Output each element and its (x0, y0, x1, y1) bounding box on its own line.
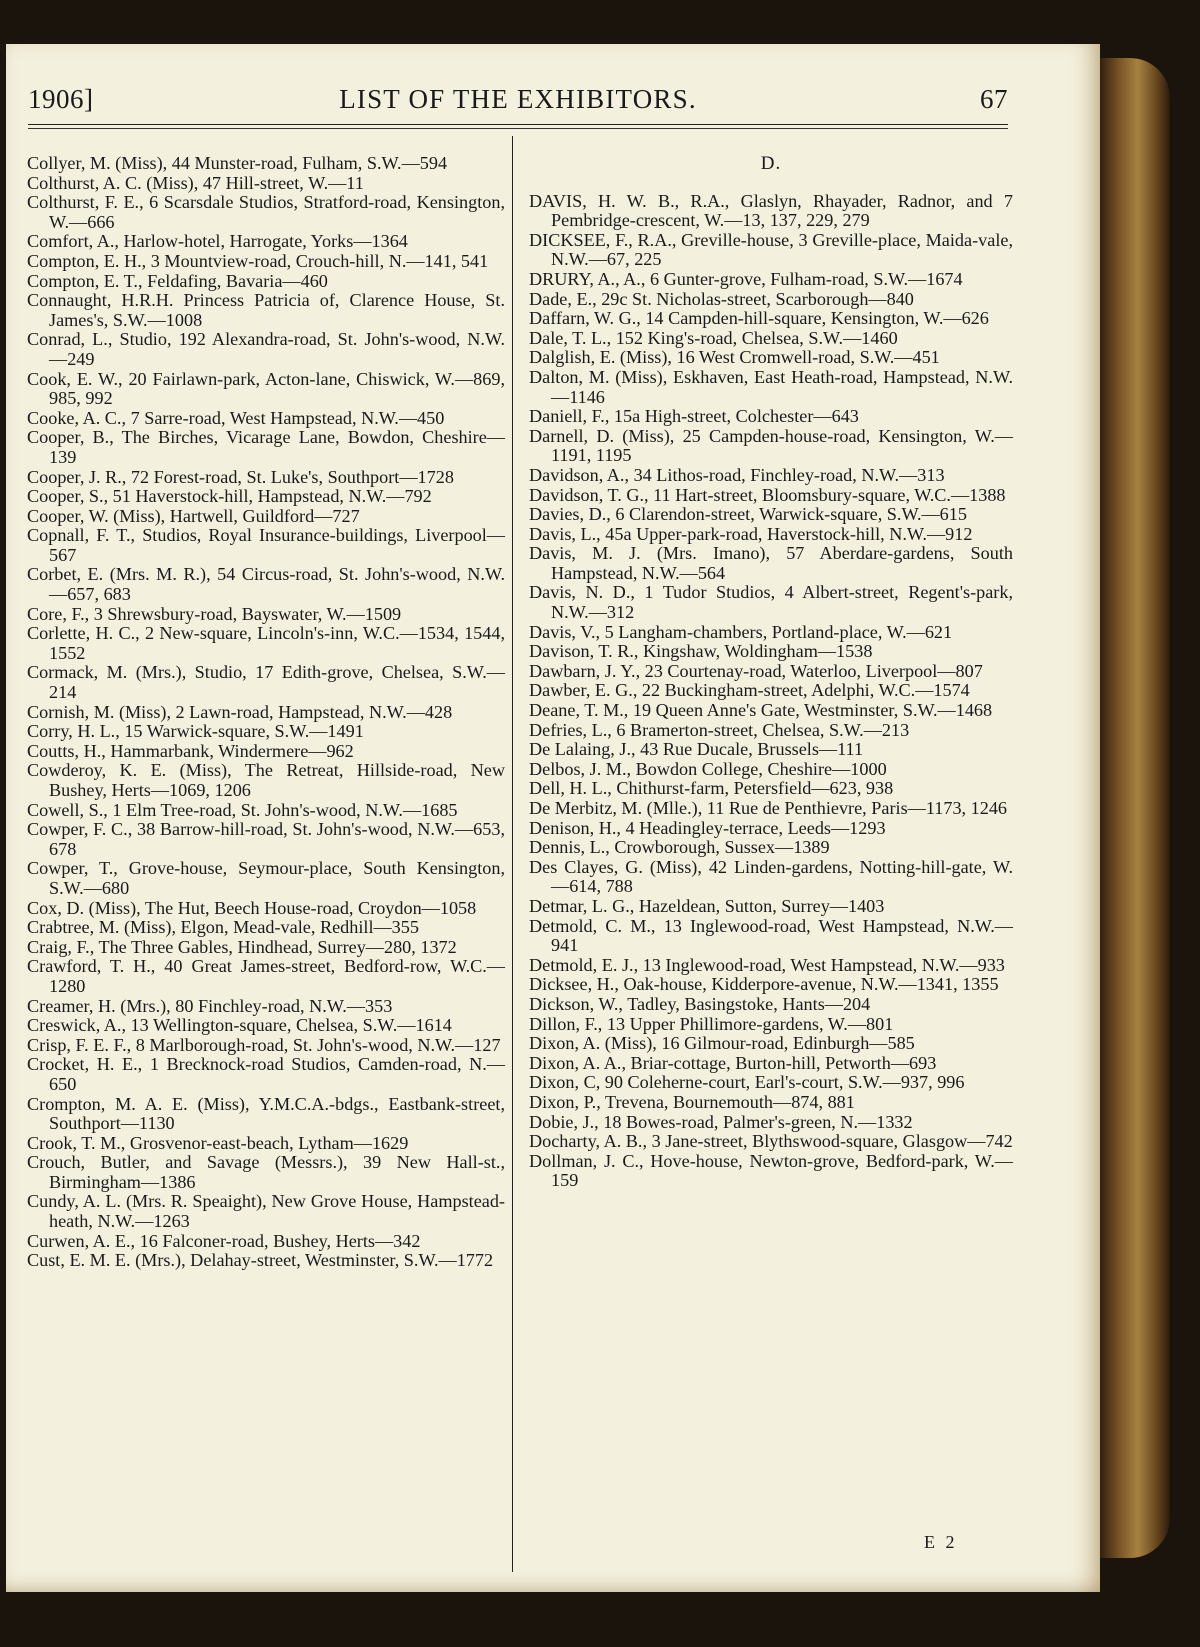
exhibitor-entry: Colthurst, F. E., 6 Scarsdale Studios, Stratford-road, Kensington, W.—666 (27, 192, 505, 232)
exhibitor-entry: Detmold, E. J., 13 Inglewood-road, West Hampstead, N.W.—933 (529, 954, 1005, 975)
exhibitor-entry: Cundy, A. L. (Mrs. R. Speaight), New Grove House, Hampstead-heath, N.W.—1263 (27, 1191, 505, 1232)
exhibitor-entry: Davis, N. D., 1 Tudor Studios, 4 Albert-street, Regent's-park, N.W.—312 (529, 582, 1013, 623)
exhibitor-entry: Dawber, E. G., 22 Buckingham-street, Adelphi, W.C.—1574 (529, 680, 970, 701)
exhibitor-entry: Davidson, A., 34 Lithos-road, Finchley-road, N.W.—313 (529, 464, 945, 485)
exhibitor-entry: Cowper, F. C., 38 Barrow-hill-road, St. John's-wood, N.W.—653, 678 (27, 819, 505, 859)
exhibitor-entry: Crabtree, M. (Miss), Elgon, Mead-vale, Redhill—355 (27, 917, 419, 938)
exhibitor-entry: Cowper, T., Grove-house, Seymour-place, South Kensington, S.W.—680 (27, 858, 505, 898)
column-divider (512, 136, 513, 1572)
exhibitor-entry: Docharty, A. B., 3 Jane-street, Blythswood-square, Glasgow—742 (529, 1131, 1013, 1152)
exhibitor-entry: Compton, E. H., 3 Mountview-road, Crouch-hill, N.—141, 541 (27, 250, 489, 271)
header-rule-thin (28, 128, 1008, 129)
exhibitor-entry: Crawford, T. H., 40 Great James-street, Bedford-row, W.C.—1280 (27, 956, 505, 996)
exhibitor-entry: Cooper, W. (Miss), Hartwell, Guildford—727 (27, 505, 360, 526)
exhibitor-entry: Coutts, H., Hammarbank, Windermere—962 (27, 740, 354, 761)
exhibitor-entry: De Lalaing, J., 43 Rue Ducale, Brussels—111 (529, 739, 864, 760)
exhibitor-entry: Dobie, J., 18 Bowes-road, Palmer's-green, N.—1332 (529, 1111, 913, 1132)
book-edge (1098, 58, 1170, 1558)
exhibitor-entry: De Merbitz, M. (Mlle.), 11 Rue de Penthievre, Paris—1173, 1246 (529, 798, 1008, 818)
section-heading: D. (760, 153, 782, 174)
exhibitor-entry: Copnall, F. T., Studios, Royal Insurance-buildings, Liverpool—567 (27, 525, 505, 565)
exhibitor-entry: Dalglish, E. (Miss), 16 West Cromwell-road, S.W.—451 (529, 347, 940, 368)
exhibitor-entry: Craig, F., The Three Gables, Hindhead, Surrey—280, 1372 (27, 936, 457, 957)
exhibitor-entry: Cooper, B., The Birches, Vicarage Lane, Bowdon, Cheshire—139 (27, 427, 505, 467)
exhibitor-entry: Comfort, A., Harlow-hotel, Harrogate, Yorks—1364 (27, 231, 408, 252)
exhibitor-entry: Darnell, D. (Miss), 25 Campden-house-road, Kensington, W.—1191, 1195 (529, 425, 1013, 466)
exhibitor-entry: Cormack, M. (Mrs.), Studio, 17 Edith-grove, Chelsea, S.W.—214 (27, 662, 505, 703)
right-entries (529, 192, 1013, 1191)
exhibitor-entry: Denison, H., 4 Headingley-terrace, Leeds—1293 (529, 817, 886, 838)
page-number: 67 (980, 84, 1008, 114)
exhibitor-entry: Crook, T. M., Grosvenor-east-beach, Lytham—1629 (27, 1132, 409, 1153)
exhibitor-entry: Dennis, L., Crowborough, Sussex—1389 (529, 837, 830, 858)
exhibitor-entry: Compton, E. T., Feldafing, Bavaria—460 (27, 270, 328, 291)
exhibitor-entry: Collyer, M. (Miss), 44 Munster-road, Fulham, S.W.—594 (27, 153, 448, 173)
header-year: 1906] (28, 84, 94, 114)
exhibitor-entry: Dixon, C, 90 Coleherne-court, Earl's-court, S.W.—937, 996 (529, 1072, 965, 1093)
exhibitor-entry: Curwen, A. E., 16 Falconer-road, Bushey, Herts—342 (27, 1230, 421, 1251)
exhibitor-entry: Davies, D., 6 Clarendon-street, Warwick-square, S.W.—615 (529, 504, 967, 525)
right-column (529, 154, 1013, 1191)
exhibitor-entry: Cornish, M. (Miss), 2 Lawn-road, Hampstead, N.W.—428 (27, 701, 453, 722)
exhibitor-entry: Crocket, H. E., 1 Brecknock-road Studios, Camden-road, N.—650 (27, 1054, 505, 1094)
exhibitor-entry: Dillon, F., 13 Upper Phillimore-gardens, W.—801 (529, 1013, 894, 1034)
exhibitor-entry: Corry, H. L., 15 Warwick-square, S.W.—1491 (27, 721, 364, 742)
exhibitor-entry: Dixon, A. A., Briar-cottage, Burton-hill, Petworth—693 (529, 1052, 937, 1073)
exhibitor-entry: Dell, H. L., Chithurst-farm, Petersfield—623, 938 (529, 778, 894, 799)
exhibitor-entry: Crisp, F. E. F., 8 Marlborough-road, St. John's-wood, N.W.—127 (27, 1034, 501, 1055)
exhibitor-entry: Core, F., 3 Shrewsbury-road, Bayswater, W.—1509 (27, 603, 402, 624)
exhibitor-entry: Dalton, M. (Miss), Eskhaven, East Heath-road, Hampstead, N.W.—1146 (529, 366, 1013, 407)
exhibitor-entry: Detmar, L. G., Hazeldean, Sutton, Surrey—1403 (529, 895, 885, 916)
exhibitor-entry: Davis, L., 45a Upper-park-road, Haverstock-hill, N.W.—912 (529, 523, 973, 544)
header-title: LIST OF THE EXHIBITORS. (339, 84, 697, 114)
exhibitor-entry: Cowderoy, K. E. (Miss), The Retreat, Hillside-road, New Bushey, Herts—1069, 1206 (27, 760, 505, 800)
exhibitor-entry: Davison, T. R., Kingshaw, Woldingham—1538 (529, 641, 873, 662)
exhibitor-entry: Davidson, T. G., 11 Hart-street, Bloomsbury-square, W.C.—1388 (529, 484, 1006, 505)
exhibitor-entry: Cooke, A. C., 7 Sarre-road, West Hampstead, N.W.—450 (27, 407, 445, 428)
exhibitor-entry: Creamer, H. (Mrs.), 80 Finchley-road, N.W.—353 (27, 995, 393, 1016)
exhibitor-entry: Cooper, S., 51 Haverstock-hill, Hampstead, N.W.—792 (27, 486, 432, 507)
exhibitor-entry: Corbet, E. (Mrs. M. R.), 54 Circus-road, St. John's-wood, N.W.—657, 683 (27, 564, 505, 605)
exhibitor-entry: Davis, M. J. (Mrs. Imano), 57 Aberdare-gardens, South Hampstead, N.W.—564 (529, 543, 1013, 583)
exhibitor-entry: Davis, V., 5 Langham-chambers, Portland-place, W.—621 (529, 621, 953, 642)
exhibitor-entry: Defries, L., 6 Bramerton-street, Chelsea, S.W.—213 (529, 719, 910, 740)
header-rule (28, 124, 1008, 125)
exhibitor-entry: Cust, E. M. E. (Mrs.), Delahay-street, Westminster, S.W.—1772 (27, 1250, 494, 1271)
exhibitor-entry: Crompton, M. A. E. (Miss), Y.M.C.A.-bdgs., Eastbank-street, Southport—1130 (27, 1093, 505, 1134)
exhibitor-entry: Dickson, W., Tadley, Basingstoke, Hants—204 (529, 993, 871, 1014)
running-header (28, 84, 1008, 124)
exhibitor-entry: Dixon, A. (Miss), 16 Gilmour-road, Edinburgh—585 (529, 1033, 915, 1054)
signature-mark: E 2 (924, 1532, 958, 1552)
exhibitor-entry: DAVIS, H. W. B., R.A., Glaslyn, Rhayader, Radnor, and 7 Pembridge-crescent, W.—13, 137, 229, 279 (529, 190, 1013, 231)
exhibitor-entry: Dawbarn, J. Y., 23 Courtenay-road, Waterloo, Liverpool—807 (529, 660, 983, 681)
exhibitor-entry: Corlette, H. C., 2 New-square, Lincoln's-inn, W.C.—1534, 1544, 1552 (27, 623, 505, 663)
exhibitor-entry: Creswick, A., 13 Wellington-square, Chelsea, S.W.—1614 (27, 1015, 452, 1036)
exhibitor-entry: Cowell, S., 1 Elm Tree-road, St. John's-wood, N.W.—1685 (27, 799, 458, 820)
exhibitor-entry: Dixon, P., Trevena, Bournemouth—874, 881 (529, 1091, 855, 1112)
exhibitor-entry: Daffarn, W. G., 14 Campden-hill-square, Kensington, W.—626 (529, 308, 989, 329)
exhibitor-entry: DRURY, A., A., 6 Gunter-grove, Fulham-road, S.W.—1674 (529, 268, 963, 289)
exhibitor-entry: Daniell, F., 15a High-street, Colchester—643 (529, 406, 859, 427)
exhibitor-entry: Delbos, J. M., Bowdon College, Cheshire—1000 (529, 758, 887, 779)
exhibitor-entry: Deane, T. M., 19 Queen Anne's Gate, Westminster, S.W.—1468 (529, 700, 993, 721)
exhibitor-entry: Des Clayes, G. (Miss), 42 Linden-gardens, Notting-hill-gate, W.—614, 788 (529, 856, 1013, 897)
left-column (27, 154, 505, 1271)
exhibitor-entry: Dicksee, H., Oak-house, Kidderpore-avenue, N.W.—1341, 1355 (529, 974, 999, 995)
exhibitor-entry: Dade, E., 29c St. Nicholas-street, Scarborough—840 (529, 288, 914, 309)
exhibitor-entry: Dale, T. L., 152 King's-road, Chelsea, S.W.—1460 (529, 327, 898, 348)
exhibitor-entry: Cox, D. (Miss), The Hut, Beech House-road, Croydon—1058 (27, 897, 477, 918)
book-page (6, 44, 1100, 1592)
exhibitor-entry: Detmold, C. M., 13 Inglewood-road, West Hampstead, N.W.—941 (529, 915, 1013, 956)
exhibitor-entry: Connaught, H.R.H. Princess Patricia of, Clarence House, St. James's, S.W.—1008 (27, 290, 505, 330)
exhibitor-entry: Colthurst, A. C. (Miss), 47 Hill-street, W.—11 (27, 172, 364, 193)
exhibitor-entry: Crouch, Butler, and Savage (Messrs.), 39 New Hall-st., Birmingham—1386 (27, 1152, 505, 1192)
exhibitor-entry: Cook, E. W., 20 Fairlawn-park, Acton-lane, Chiswick, W.—869, 985, 992 (27, 368, 505, 409)
exhibitor-entry: DICKSEE, F., R.A., Greville-house, 3 Greville-place, Maida-vale, N.W.—67, 225 (529, 229, 1013, 270)
exhibitor-entry: Conrad, L., Studio, 192 Alexandra-road, St. John's-wood, N.W.—249 (27, 329, 505, 369)
exhibitor-entry: Cooper, J. R., 72 Forest-road, St. Luke's, Southport—1728 (27, 466, 454, 487)
exhibitor-entry: Dollman, J. C., Hove-house, Newton-grove, Bedford-park, W.—159 (529, 1150, 1013, 1191)
